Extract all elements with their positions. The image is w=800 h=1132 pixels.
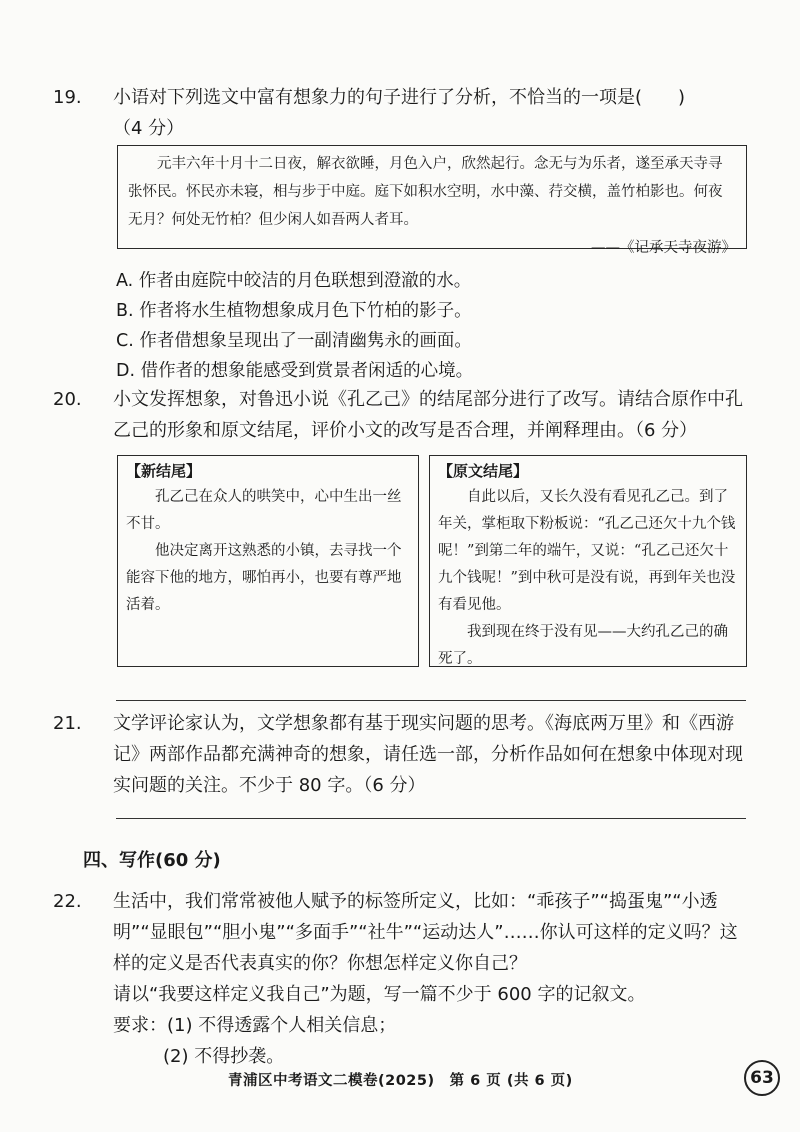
requirements-label: 要求： bbox=[113, 1015, 167, 1036]
question-stem: 小语对下列选文中富有想象力的句子进行了分析，不恰当的一项是( ) bbox=[113, 87, 686, 108]
original-ending-box bbox=[429, 455, 747, 667]
page-footer: 青浦区中考语文二模卷(2025) 第 6 页 (共 6 页) bbox=[228, 1073, 573, 1089]
question-20 bbox=[53, 384, 755, 446]
option-c[interactable]: C. 作者借想象呈现出了一副清幽隽永的画面。 bbox=[116, 331, 472, 351]
new-ending-paragraph: 他决定离开这熟悉的小镇，去寻找一个能容下他的地方，哪怕再小，也要有尊严地活着。 bbox=[126, 543, 402, 613]
question-number: 21. bbox=[53, 713, 82, 734]
new-ending-box bbox=[117, 455, 419, 667]
new-ending-paragraph: 孔乙己在众人的哄笑中，心中生出一丝不甘。 bbox=[126, 489, 402, 532]
question-stem: 小文发挥想象，对鲁迅小说《孔乙己》的结尾部分进行了改写。请结合原作中孔乙己的形象和原文结尾，评价小文的改写是否合理，并阐释理由。（6 分） bbox=[113, 389, 743, 441]
question-21 bbox=[53, 708, 755, 801]
question-score: （4 分） bbox=[113, 118, 185, 139]
question-stem: 文学评论家认为，文学想象都有基于现实问题的思考。《海底两万里》和《西游记》两部作品都充满神奇的想象，请任选一部，分析作品如何在想象中体现对现实问题的关注。不少于 80 字。（6 分） bbox=[113, 713, 743, 796]
page-number-badge: 63 bbox=[744, 1060, 780, 1096]
option-b[interactable]: B. 作者将水生植物想象成月色下竹柏的影子。 bbox=[116, 301, 472, 321]
answer-line[interactable] bbox=[116, 818, 746, 819]
new-ending-title: 【新结尾】 bbox=[126, 462, 202, 480]
option-a[interactable]: A. 作者由庭院中皎洁的月色联想到澄澈的水。 bbox=[116, 271, 472, 291]
requirement-item: (2) 不得抄袭。 bbox=[163, 1046, 285, 1067]
answer-line[interactable] bbox=[116, 700, 746, 701]
question-stem: 生活中，我们常常被他人赋予的标签所定义，比如：“乖孩子”“捣蛋鬼”“小透明”“显眼包”“胆小鬼”“多面手”“社牛”“运动达人”……你认可这样的定义吗？这样的定义是否代表真实的你？你想怎样定义你自己？ bbox=[113, 891, 738, 974]
passage-text: 元丰六年十月十二日夜，解衣欲睡，月色入户，欣然起行。念无与为乐者，遂至承天寺寻张怀民。怀民亦未寝，相与步于中庭。庭下如积水空明，水中藻、荇交横，盖竹柏影也。何夜无月？何处无竹柏？但少闲人如吾两人者耳。 bbox=[128, 156, 723, 228]
original-ending-title: 【原文结尾】 bbox=[438, 462, 529, 480]
question-22 bbox=[53, 886, 755, 1072]
question-19 bbox=[53, 82, 755, 144]
question-number: 22. bbox=[53, 891, 82, 912]
writing-prompt: 请以“我要这样定义我自己”为题，写一篇不少于 600 字的记叙文。 bbox=[113, 984, 646, 1005]
passage-source: ——《记承天寺夜游》 bbox=[591, 240, 736, 256]
original-ending-paragraph: 自此以后，又长久没有看见孔乙己。到了年关，掌柜取下粉板说：“孔乙己还欠十九个钱呢！”到第二年的端午，又说：“孔乙己还欠十九个钱呢！”到中秋可是没有说，再到年关也没有看见他。 bbox=[438, 489, 736, 613]
option-d[interactable]: D. 借作者的想象能感受到赏景者闲适的心境。 bbox=[116, 361, 474, 381]
passage-box bbox=[117, 145, 747, 256]
question-number: 20. bbox=[53, 389, 82, 410]
original-ending-paragraph: 我到现在终于没有见——大约孔乙己的确死了。 bbox=[438, 624, 728, 667]
question-number: 19. bbox=[53, 87, 82, 108]
requirement-item: (1) 不得透露个人相关信息； bbox=[167, 1015, 397, 1036]
section-title: 四、写作(60 分) bbox=[83, 850, 221, 871]
